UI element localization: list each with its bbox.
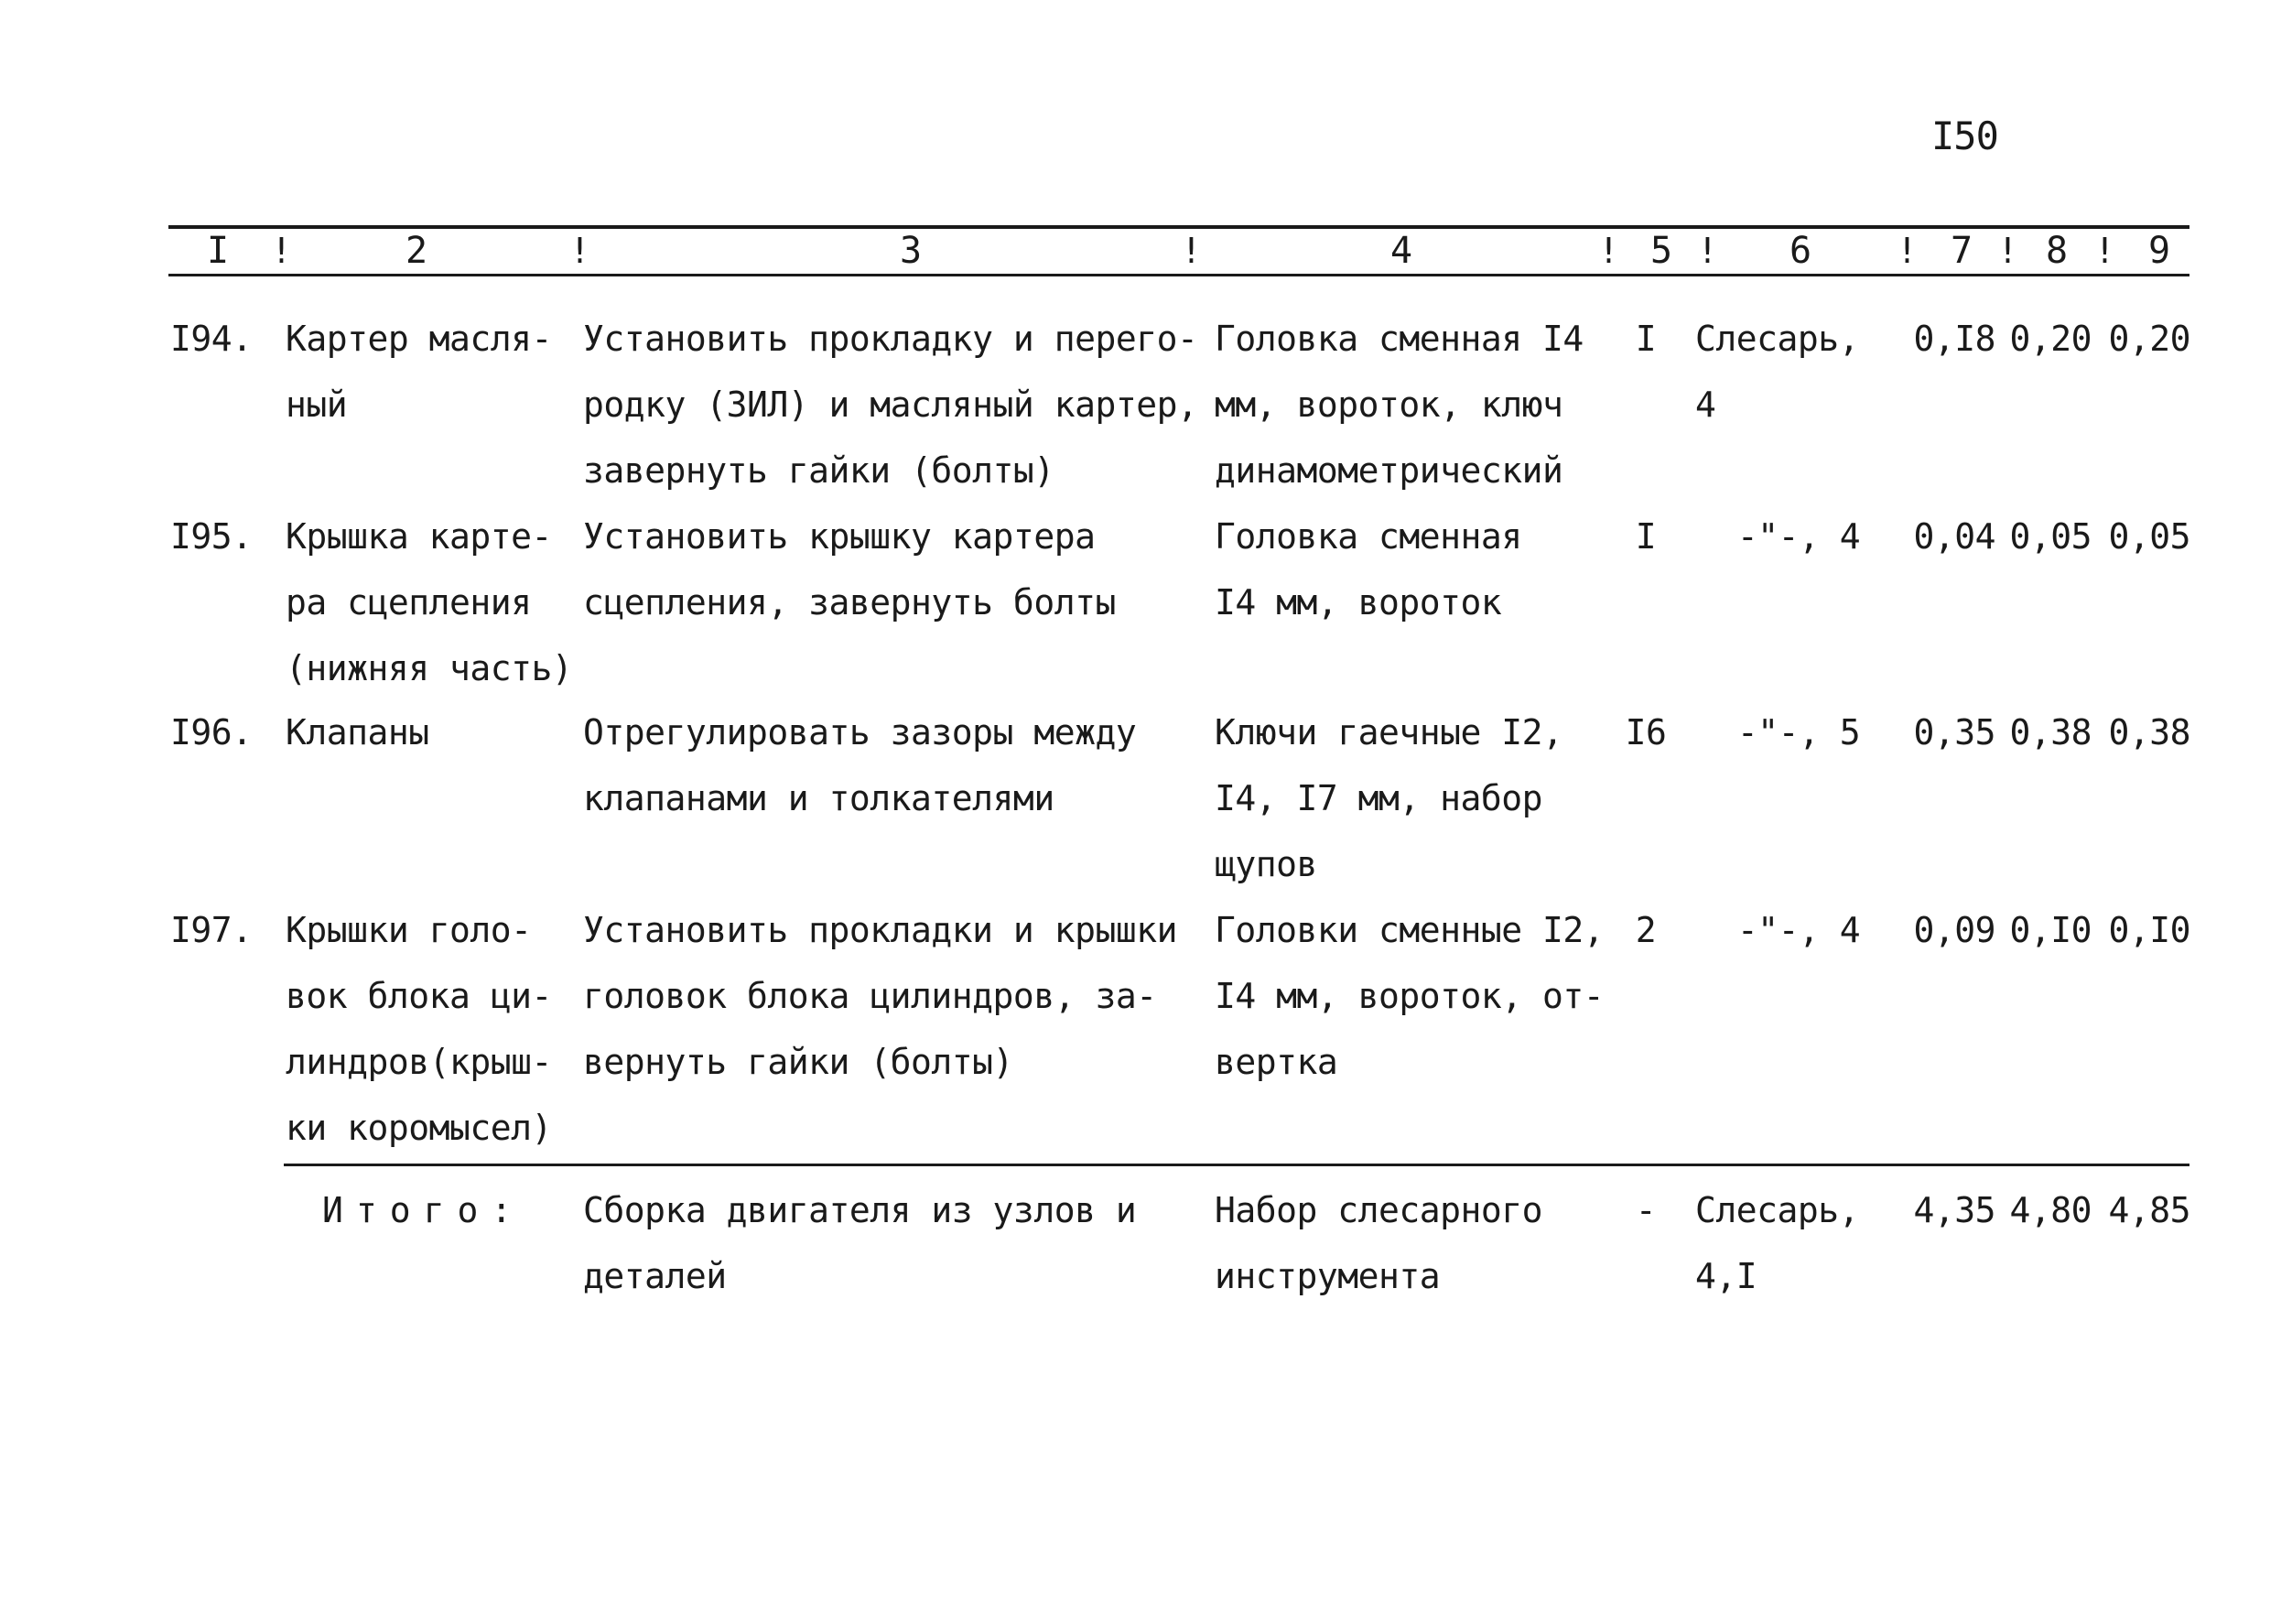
- header-col-3: 3: [899, 230, 923, 272]
- worker: -"-, 4: [1736, 516, 1861, 557]
- page-number: I50: [1931, 114, 1998, 158]
- part-name: Крышка карте- ра сцепления (нижняя часть): [286, 516, 573, 688]
- header-col-5: 5: [1649, 230, 1673, 272]
- operation-description: Установить прокладку и перего- родку (ЗИЛ) и масляный картер, завернуть гайки (болты): [583, 319, 1198, 491]
- header-separator: !: [1598, 231, 1619, 271]
- col5-value: I: [1635, 319, 1657, 359]
- row-number: I97.: [170, 910, 253, 950]
- header-col-6: 6: [1789, 230, 1812, 272]
- col7-value: 4,35: [1913, 1190, 1995, 1230]
- col8-value: 0,20: [2009, 319, 2092, 359]
- operation-description: Установить прокладки и крышки головок блока цилиндров, за- вернуть гайки (болты): [583, 910, 1177, 1082]
- tools: Головки сменные I2, I4 мм, вороток, от- вертка: [1215, 910, 1605, 1082]
- row-number: I94.: [170, 319, 253, 359]
- col9-value: 0,05: [2108, 516, 2190, 557]
- row-number: I96.: [170, 712, 253, 752]
- table-header-rule: [168, 274, 2189, 276]
- tools: Набор слесарного инструмента: [1215, 1190, 1543, 1296]
- row-number: I95.: [170, 516, 253, 557]
- operation-description: Отрегулировать зазоры между клапанами и толкателями: [583, 712, 1137, 818]
- operation-description: Установить крышку картера сцепления, завернуть болты: [583, 516, 1116, 623]
- header-separator: !: [1997, 231, 2018, 271]
- header-separator: !: [1181, 231, 1202, 271]
- col8-value: 0,I0: [2009, 910, 2092, 950]
- header-col-2: 2: [405, 230, 428, 272]
- col5-value: I6: [1625, 712, 1667, 752]
- header-separator: !: [1697, 231, 1718, 271]
- col9-value: 4,85: [2108, 1190, 2190, 1230]
- col8-value: 0,05: [2009, 516, 2092, 557]
- header-col-1: I: [206, 230, 230, 272]
- part-name: Картер масля- ный: [286, 319, 552, 425]
- worker: -"-, 5: [1736, 712, 1861, 752]
- header-separator: !: [271, 231, 292, 271]
- header-col-4: 4: [1389, 230, 1413, 272]
- part-name: Крышки голо- вок блока ци- линдров(крыш- ки коромысел): [286, 910, 552, 1148]
- col7-value: 0,I8: [1913, 319, 1995, 359]
- col8-value: 4,80: [2009, 1190, 2092, 1230]
- worker: Слесарь, 4: [1695, 319, 1860, 425]
- header-separator: !: [2094, 231, 2115, 271]
- col5-value: I: [1635, 516, 1657, 557]
- col7-value: 0,04: [1913, 516, 1995, 557]
- tools: Головка сменная I4 мм, вороток, ключ динамометрический: [1215, 319, 1584, 491]
- table-top-rule: [168, 225, 2189, 229]
- header-col-7: 7: [1950, 230, 1973, 272]
- worker: Слесарь, 4,I: [1695, 1190, 1860, 1296]
- worker: -"-, 4: [1736, 910, 1861, 950]
- col8-value: 0,38: [2009, 712, 2092, 752]
- header-col-9: 9: [2147, 230, 2171, 272]
- col9-value: 0,38: [2108, 712, 2190, 752]
- col7-value: 0,09: [1913, 910, 1995, 950]
- col5-value: -: [1635, 1190, 1657, 1230]
- tools: Ключи гаечные I2, I4, I7 мм, набор щупов: [1215, 712, 1563, 884]
- col7-value: 0,35: [1913, 712, 1995, 752]
- col5-value: 2: [1635, 910, 1657, 950]
- total-label: Итого:: [322, 1190, 525, 1230]
- header-col-8: 8: [2045, 230, 2069, 272]
- operation-description: Сборка двигателя из узлов и деталей: [583, 1190, 1137, 1296]
- header-separator: !: [1897, 231, 1918, 271]
- total-rule: [284, 1164, 2189, 1166]
- col9-value: 0,20: [2108, 319, 2190, 359]
- part-name: Клапаны: [286, 712, 429, 752]
- tools: Головка сменная I4 мм, вороток: [1215, 516, 1522, 623]
- header-separator: !: [569, 231, 590, 271]
- col9-value: 0,I0: [2108, 910, 2190, 950]
